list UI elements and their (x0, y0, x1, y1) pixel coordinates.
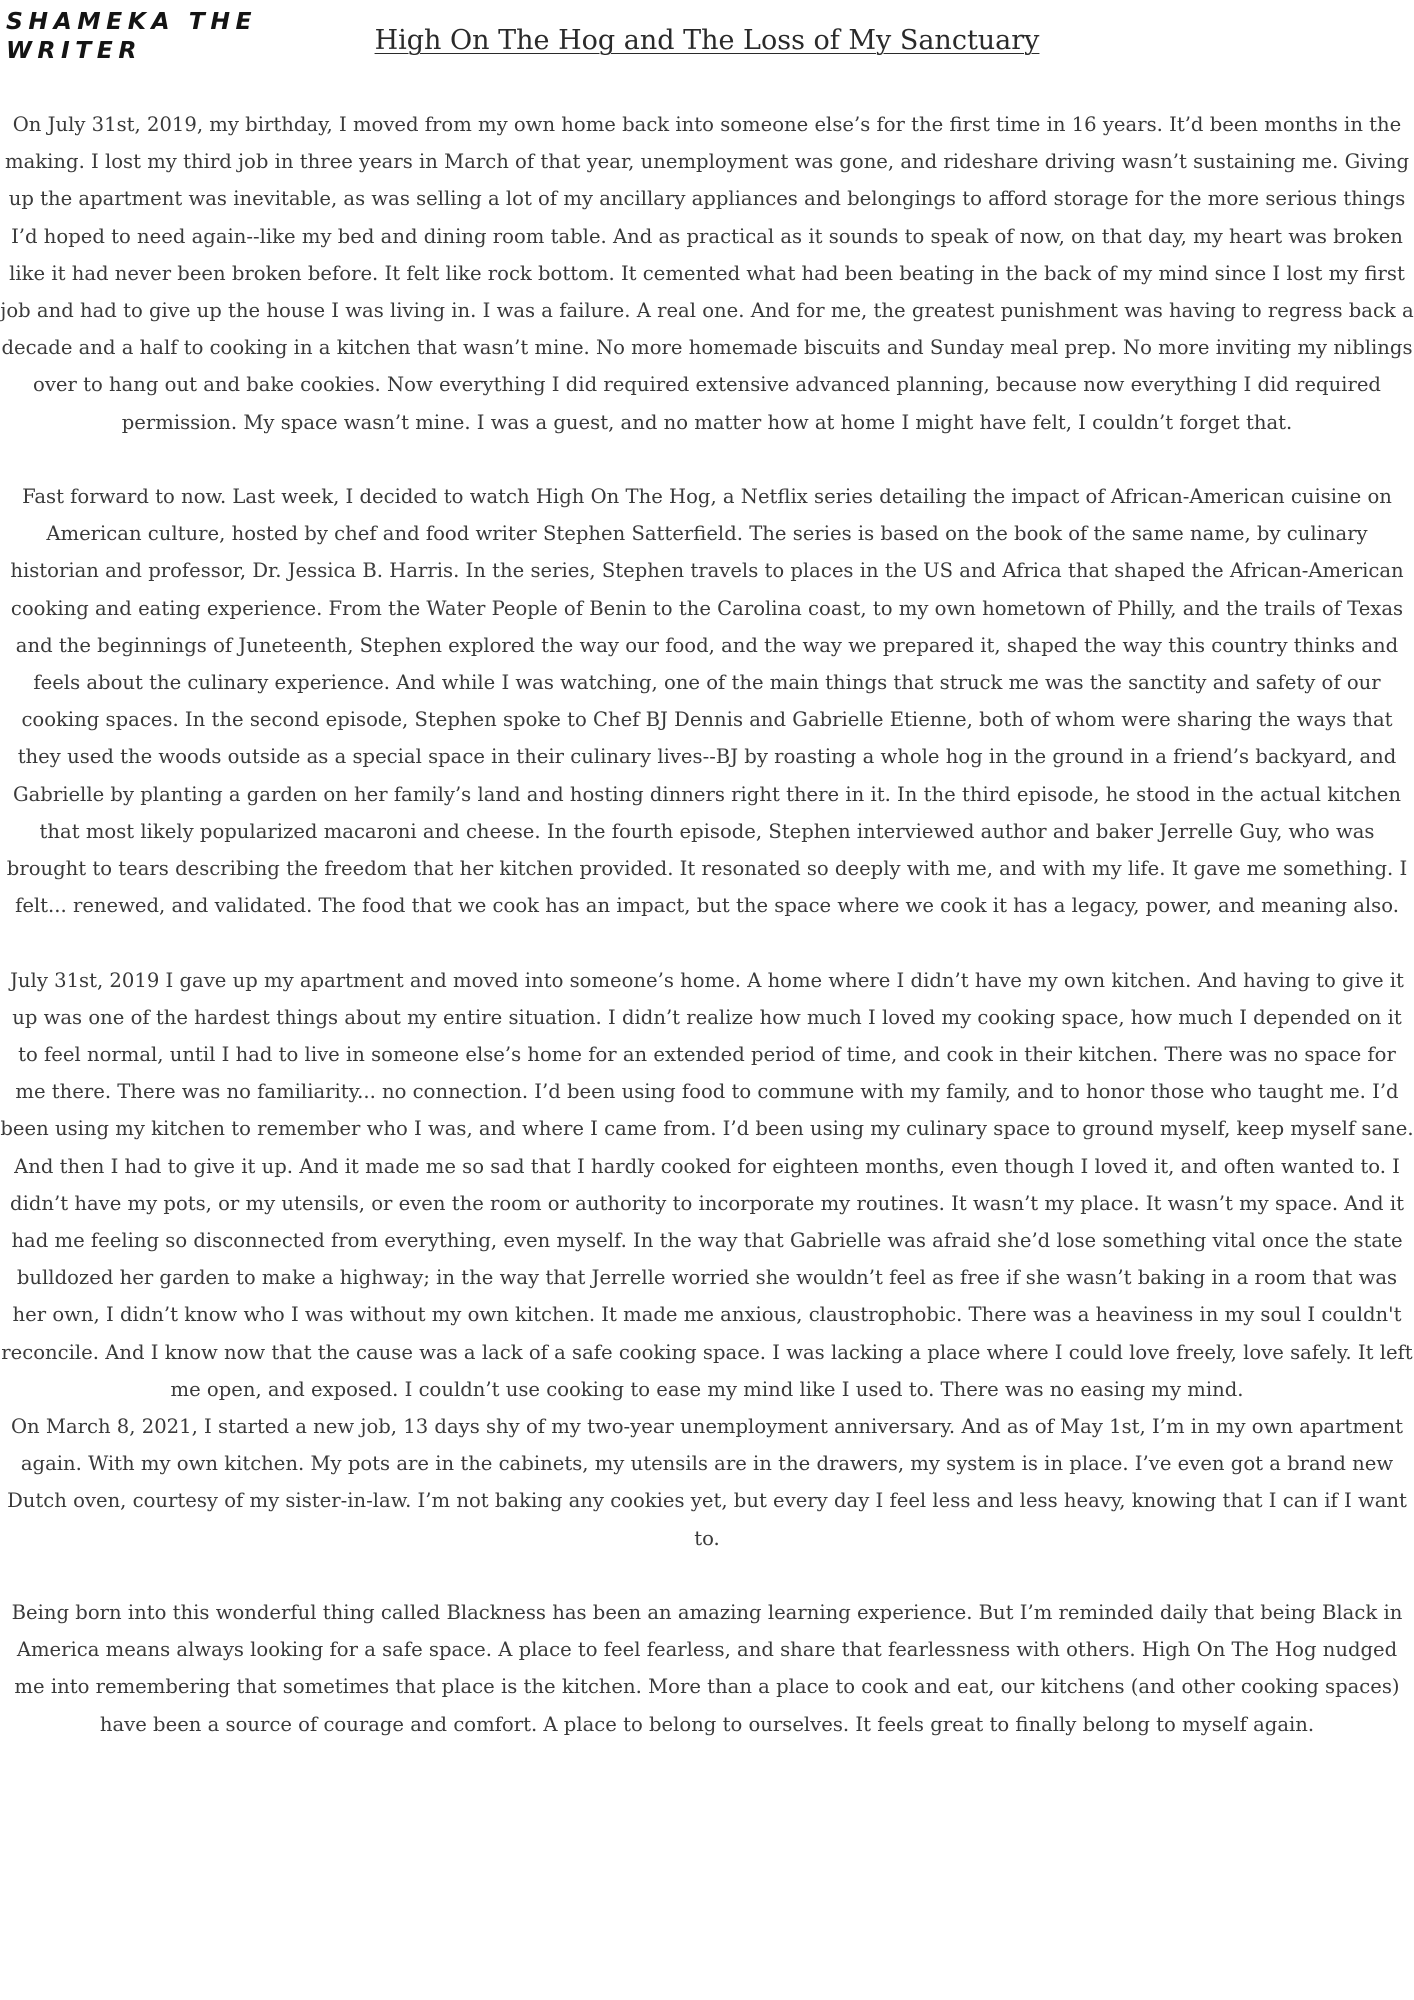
article-body (0, 106, 1414, 1743)
article-title: High On The Hog and The Loss of My Sanctuary (374, 25, 1040, 56)
paragraph-spacer (0, 441, 1414, 478)
paragraph-spacer (0, 1557, 1414, 1594)
paragraph-5: Being born into this wonderful thing called Blackness has been an amazing learning experience. But I’m reminded daily that being Black in America means always looking for a safe space. A place to feel fearless, and share that fearlessness with others. High On The Hog nudged me into remembering that sometimes that place is the kitchen. More than a place to cook and eat, our kitchens (and other cooking spaces) have been a source of courage and comfort. A place to belong to ourselves. It feels great to finally belong to myself again. (11, 1601, 1403, 1736)
paragraph-1: On July 31st, 2019, my birthday, I moved from my own home back into someone else’s for the first time in 16 years. It’d been months in the making. I lost my third job in three years in March of that year, unemployment was gone, and rideshare driving wasn’t sustaining me. Giving up the apartment was inevitable, as was selling a lot of my ancillary appliances and belongings to afford storage for the more serious things I’d hoped to need again--like my bed and dining room table. And as practical as it sounds to speak of now, on that day, my heart was broken like it had never been broken before. It felt like rock bottom. It cemented what had been beating in the back of my mind since I lost my first job and had to give up the house I was living in. I was a failure. A real one. And for me, the greatest punishment was having to regress back a decade and a half to cooking in a kitchen that wasn’t mine. No more homemade biscuits and Sunday meal prep. No more inviting my niblings over to hang out and bake cookies. Now everything I did required extensive advanced planning, because now everything I did required permission. My space wasn’t mine. I was a guest, and no matter how at home I might have felt, I couldn’t forget that. (0, 113, 1414, 434)
paragraph-3: July 31st, 2019 I gave up my apartment and moved into someone’s home. A home where I didn’t have my own kitchen. And having to give it up was one of the hardest things about my entire situation. I didn’t realize how much I loved my cooking space, how much I depended on it to feel normal, until I had to live in someone else’s home for an extended period of time, and cook in their kitchen. There was no space for me there. There was no familiarity... no connection. I’d been using food to commune with my family, and to honor those who taught me. I’d been using my kitchen to remember who I was, and where I came from. I’d been using my culinary space to ground myself, keep myself sane. And then I had to give it up. And it made me so sad that I hardly cooked for eighteen months, even though I loved it, and often wanted to. I didn’t have my pots, or my utensils, or even the room or authority to incorporate my routines. It wasn’t my place. It wasn’t my space. And it had me feeling so disconnected from everything, even myself. In the way that Gabrielle was afraid she’d lose something vital once the state bulldozed her garden to make a highway; in the way that Jerrelle worried she wouldn’t feel as free if she wasn’t baking in a room that was her own, I didn’t know who I was without my own kitchen. It made me anxious, claustrophobic. There was a heaviness in my soul I couldn't reconcile. And I know now that the cause was a lack of a safe cooking space. I was lacking a place where I could love freely, love safely. It left me open, and exposed. I couldn’t use cooking to ease my mind like I used to. There was no easing my mind. (0, 968, 1414, 1401)
paragraph-2: Fast forward to now. Last week, I decided to watch High On The Hog, a Netflix series detailing the impact of African-American cuisine on American culture, hosted by chef and food writer Stephen Satterfield. The series is based on the book of the same name, by culinary historian and professor, Dr. Jessica B. Harris. In the series, Stephen travels to places in the US and Africa that shaped the African-American cooking and eating experience. From the Water People of Benin to the Carolina coast, to my own hometown of Philly, and the trails of Texas and the beginnings of Juneteenth, Stephen explored the way our food, and the way we prepared it, shaped the way this country thinks and feels about the culinary experience. And while I was watching, one of the main things that struck me was the sanctity and safety of our cooking spaces. In the second episode, Stephen spoke to Chef BJ Dennis and Gabrielle Etienne, both of whom were sharing the ways that they used the woods outside as a special space in their culinary lives--BJ by roasting a whole hog in the ground in a friend’s backyard, and Gabrielle by planting a garden on her family’s land and hosting dinners right there in it. In the third episode, he stood in the actual kitchen that most likely popularized macaroni and cheese. In the fourth episode, Stephen interviewed author and baker Jerrelle Guy, who was brought to tears describing the freedom that her kitchen provided. It resonated so deeply with me, and with my life. It gave me something. I felt... renewed, and validated. The food that we cook has an impact, but the space where we cook it has a legacy, power, and meaning also. (6, 485, 1408, 918)
paragraph-spacer (0, 924, 1414, 961)
brand-line-1: SHAMEKA THE (6, 7, 258, 35)
brand-line-2: WRITER (6, 36, 142, 64)
paragraph-4: On March 8, 2021, I started a new job, 13 days shy of my two-year unemployment anniversary. And as of May 1st, I’m in my own apartment again. With my own kitchen. My pots are in the cabinets, my utensils are in the drawers, my system is in place. I’ve even got a brand new Dutch oven, courtesy of my sister-in-law. I’m not baking any cookies yet, but every day I feel less and less heavy, knowing that I can if I want to. (7, 1415, 1407, 1550)
